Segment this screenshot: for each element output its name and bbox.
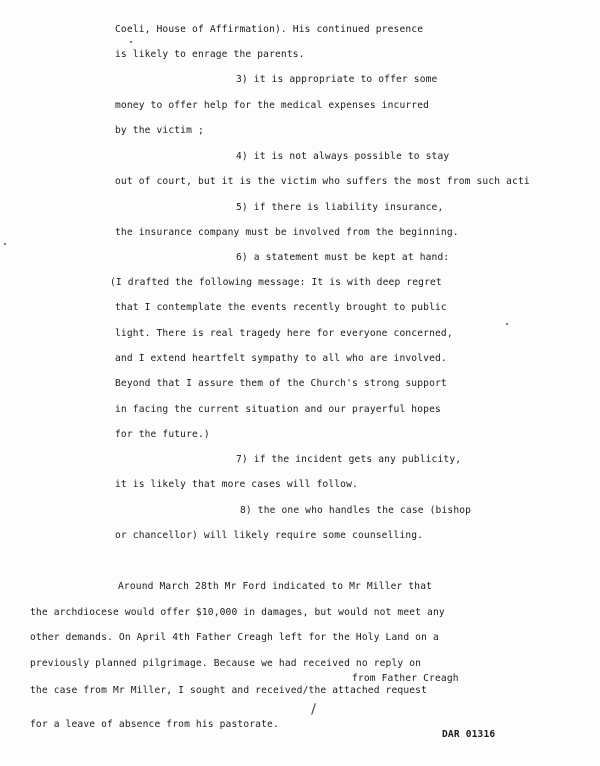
text-line: for a leave of absence from his pastorate.: [30, 719, 279, 730]
text-line: 6) a statement must be kept at hand:: [236, 252, 450, 263]
text-line: for the future.): [115, 429, 210, 440]
text-line: Around March 28th Mr Ford indicated to Mr Miller that: [118, 581, 433, 592]
text-line: out of court, but it is the victim who suffers the most from such acti: [115, 176, 530, 187]
text-line: 4) it is not always possible to stay: [236, 151, 450, 162]
text-line: and I extend heartfelt sympathy to all who are involved.: [115, 353, 447, 364]
text-line: the archdiocese would offer $10,000 in damages, but would not meet any: [30, 607, 445, 618]
text-line: is likely to enrage the parents.: [115, 49, 305, 60]
text-line: Beyond that I assure them of the Church's strong support: [115, 378, 447, 389]
text-line: 5) if there is liability insurance,: [236, 202, 444, 213]
scan-speck: [130, 41, 132, 43]
insertion-caret-mark: [311, 703, 316, 715]
text-line: 3) it is appropriate to offer some: [236, 74, 438, 85]
text-line: the case from Mr Miller, I sought and received/the attached request: [30, 685, 428, 696]
text-line: or chancellor) will likely require some counselling.: [115, 530, 424, 541]
scan-speck: [506, 323, 508, 325]
text-line: money to offer help for the medical expenses incurred: [115, 100, 430, 111]
handwritten-insertion: from Father Creagh: [352, 673, 459, 684]
text-line: light. There is real tragedy here for everyone concerned,: [115, 328, 453, 339]
text-line: that I contemplate the events recently brought to public: [115, 302, 447, 313]
text-line: other demands. On April 4th Father Creagh left for the Holy Land on a: [30, 632, 439, 643]
text-line: 8) the one who handles the case (bishop: [240, 505, 472, 516]
text-line: (I drafted the following message: It is with deep regret: [110, 277, 442, 288]
text-line: in facing the current situation and our prayerful hopes: [115, 404, 441, 415]
text-line: it is likely that more cases will follow.: [115, 479, 358, 490]
text-line: 7) if the incident gets any publicity,: [236, 454, 462, 465]
page-id: DAR 01316: [442, 729, 496, 740]
text-line: the insurance company must be involved from the beginning.: [115, 227, 459, 238]
text-line: previously planned pilgrimage. Because we had received no reply on: [30, 658, 422, 669]
scan-speck: [4, 243, 6, 245]
text-line: Coeli, House of Affirmation). His continued presence: [115, 24, 424, 35]
text-line: by the victim ;: [115, 125, 204, 136]
